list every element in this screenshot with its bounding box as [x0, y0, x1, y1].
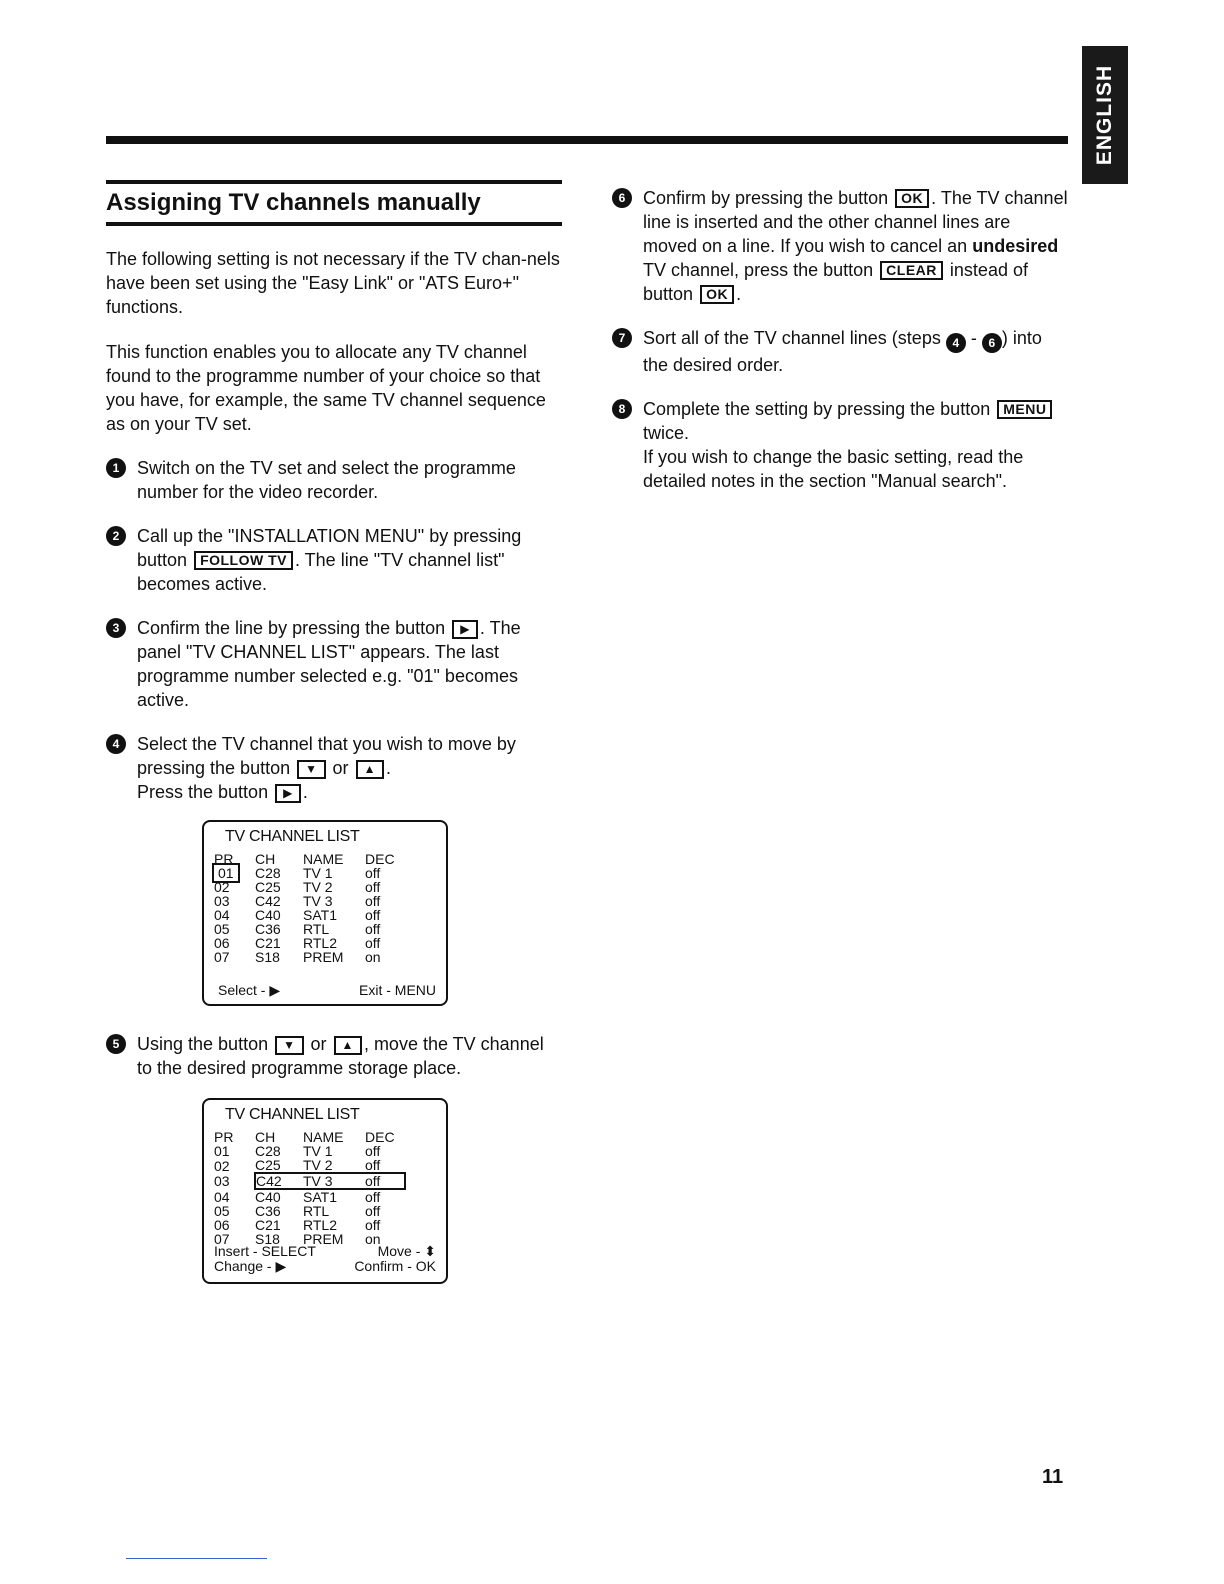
up-arrow-key-icon: ▲ [334, 1036, 362, 1055]
osd1-cell: off [365, 921, 381, 937]
osd1-title: TV CHANNEL LIST [225, 828, 360, 845]
osd2-cell: C25 [255, 1157, 281, 1173]
osd1-row [214, 922, 405, 936]
step-ref-4-icon: 4 [946, 333, 966, 353]
osd2-selected-row [214, 1173, 405, 1189]
step-6-text-post: . [736, 284, 742, 304]
step-number-3-icon: 3 [106, 618, 126, 638]
step-number-2-icon: 2 [106, 526, 126, 546]
step-6 [612, 186, 1068, 306]
step-2-text-post: . The line "TV channel list" becomes active. [137, 550, 505, 594]
step-1-text: Switch on the TV set and select the programme number for the video recorder. [137, 458, 516, 502]
osd2-cell: 01 [214, 1143, 230, 1159]
osd1-header-dec: DEC [365, 851, 395, 867]
step-8-text-post: twice. [643, 423, 690, 443]
clear-key: CLEAR [880, 261, 943, 280]
osd2-cell: S18 [255, 1231, 280, 1247]
osd2-footer-confirm: Confirm - OK [354, 1258, 436, 1274]
right-arrow-key-icon: ▶ [275, 784, 301, 803]
osd1-cell: C21 [255, 935, 281, 951]
osd1-cell: SAT1 [303, 907, 337, 923]
osd2-header-dec: DEC [365, 1129, 395, 1145]
osd2-footer-insert: Insert - SELECT [214, 1243, 316, 1259]
osd1-row [214, 894, 405, 908]
osd1-cell: off [365, 907, 381, 923]
osd1-cell: TV 1 [303, 865, 333, 881]
osd2-cell: off [365, 1157, 381, 1173]
osd2-cell: RTL2 [303, 1217, 337, 1233]
osd2-cell: 05 [214, 1203, 230, 1219]
osd2-cell: C42 [255, 1173, 303, 1189]
osd1-header-ch: CH [255, 851, 276, 867]
osd2-footer-move: Move - ⬍ [377, 1243, 436, 1259]
tv-channel-list-panel-1 [202, 820, 448, 1006]
osd2-cell: SAT1 [303, 1189, 337, 1205]
step-7-dash: - [970, 328, 977, 348]
step-5-text-or: or [310, 1034, 327, 1054]
step-4 [106, 732, 562, 804]
language-tab [1082, 46, 1128, 184]
follow-tv-key: FOLLOW TV [194, 551, 293, 570]
osd1-cell: C28 [255, 865, 281, 881]
down-arrow-key-icon: ▼ [275, 1036, 303, 1055]
osd2-cell: PREM [303, 1231, 344, 1247]
osd1-cell: C40 [255, 907, 281, 923]
osd2-cell: C40 [255, 1189, 281, 1205]
osd2-cell: TV 1 [303, 1143, 333, 1159]
osd2-row [214, 1158, 405, 1173]
osd2-cell: C36 [255, 1203, 281, 1219]
osd1-cell: C42 [255, 893, 281, 909]
step-1 [106, 456, 562, 504]
step-4-text-pre: Select the TV channel that you wish to move by pressing the button [137, 734, 516, 778]
osd1-cell: TV 3 [303, 893, 333, 909]
osd1-cell: RTL [303, 921, 330, 937]
ok-key: OK [700, 285, 734, 304]
step-number-5-icon: 5 [106, 1034, 126, 1054]
osd1-footer-exit: Exit - MENU [359, 982, 436, 998]
osd1-cell: PREM [303, 949, 344, 965]
title-rule-bottom [106, 222, 562, 226]
step-number-4-icon: 4 [106, 734, 126, 754]
osd1-cell: off [365, 865, 381, 881]
osd1-cell: 04 [214, 907, 230, 923]
intro-paragraph-2: This function enables you to allocate any TV channel found to the programme number of your choice so that you have, for example, the same TV channel sequence as on your TV set. [106, 342, 546, 434]
step-ref-6-icon: 6 [982, 333, 1002, 353]
osd1-row [214, 950, 405, 964]
osd2-title: TV CHANNEL LIST [225, 1106, 360, 1123]
osd1-table [214, 852, 405, 964]
osd2-cell: off [365, 1173, 405, 1189]
right-arrow-key-icon: ▶ [452, 620, 478, 639]
step-number-7-icon: 7 [612, 328, 632, 348]
osd1-header-row [214, 852, 405, 866]
osd1-footer-select: Select - ▶ [218, 982, 281, 998]
step-8-text-pre: Complete the setting by pressing the button [643, 399, 991, 419]
language-tab-label: ENGLISH [1093, 64, 1116, 166]
step-5-text-pre: Using the button [137, 1034, 269, 1054]
step-2-text-pre: Call up the "INSTALLATION MENU" by pressing button [137, 526, 522, 570]
osd2-cell: 07 [214, 1231, 230, 1247]
osd2-cell: 02 [214, 1157, 230, 1174]
footer-blue-line [126, 1558, 267, 1559]
step-5-text-post: , move the TV channel to the desired programme storage place. [137, 1034, 544, 1078]
osd1-selected-pr: 01 [214, 865, 238, 881]
osd1-cell: 02 [214, 879, 230, 895]
osd1-cell: on [365, 949, 381, 965]
osd2-row [214, 1204, 405, 1218]
step-3-text-post: . The panel "TV CHANNEL LIST" appears. The last programme number selected e.g. "01" becomes active. [137, 618, 521, 710]
osd1-cell: TV 2 [303, 879, 333, 895]
osd1-header-pr: PR [214, 851, 234, 867]
osd2-row [214, 1144, 405, 1158]
osd2-cell: off [365, 1189, 381, 1205]
tv-channel-list-panel-2 [202, 1098, 448, 1284]
title-rule-top [106, 180, 562, 184]
osd1-row [214, 880, 405, 894]
osd1-row [214, 908, 405, 922]
step-4-text-post: . [385, 758, 391, 778]
osd1-row [214, 866, 405, 880]
step-7-text-pre: Sort all of the TV channel lines (steps [643, 328, 941, 348]
right-column [612, 186, 1068, 493]
osd2-footer [214, 1244, 436, 1274]
step-4-line2-pre: Press the button [137, 782, 269, 802]
osd1-cell: S18 [255, 949, 280, 965]
menu-key: MENU [997, 400, 1052, 419]
step-6-text-mid2: TV channel, press the button [643, 260, 874, 280]
osd1-cell: off [365, 893, 381, 909]
osd2-header-pr: PR [214, 1129, 234, 1145]
ok-key: OK [895, 189, 929, 208]
osd1-cell: 05 [214, 921, 230, 937]
osd2-header-ch: CH [255, 1129, 276, 1145]
osd1-cell: off [365, 935, 381, 951]
step-8 [612, 397, 1068, 493]
osd2-header-name: NAME [303, 1129, 344, 1145]
step-7 [612, 326, 1068, 377]
step-number-8-icon: 8 [612, 399, 632, 419]
osd2-cell: 03 [214, 1173, 230, 1189]
osd2-row [214, 1218, 405, 1232]
top-rule [106, 136, 1068, 144]
step-6-text-pre: Confirm by pressing the button [643, 188, 889, 208]
osd2-header-row [214, 1130, 405, 1144]
osd1-cell: C25 [255, 879, 281, 895]
osd2-cell: C28 [255, 1143, 281, 1159]
osd2-cell: on [365, 1231, 381, 1247]
osd2-cell: C21 [255, 1217, 281, 1233]
step-4-line2-post: . [302, 782, 308, 802]
page-number: 11 [1042, 1466, 1064, 1488]
osd1-cell: RTL2 [303, 935, 337, 951]
osd1-footer [218, 983, 436, 998]
step-6-text-mid3: instead of button [643, 260, 1028, 304]
step-5 [106, 1032, 562, 1080]
step-4-text-or: or [332, 758, 349, 778]
osd1-header-name: NAME [303, 851, 344, 867]
osd1-cell: 06 [214, 935, 230, 951]
osd2-row [214, 1189, 405, 1204]
osd2-cell: off [365, 1217, 381, 1233]
osd2-cell: RTL [303, 1203, 330, 1219]
osd2-cell: TV 2 [303, 1157, 333, 1173]
step-7-text-post: ) into the desired order. [643, 328, 1042, 375]
intro-paragraph-1: The following setting is not necessary if the TV chan-nels have been set using the "Easy Link" or "ATS Euro+" functions. [106, 249, 560, 317]
left-column [106, 180, 562, 1284]
osd1-cell: 07 [214, 949, 230, 965]
osd2-table [214, 1130, 406, 1246]
step-6-text-mid: . The TV channel line is inserted and the other channel lines are moved on a line. If you wish to cancel an [643, 188, 1068, 256]
osd1-cell: off [365, 879, 381, 895]
osd2-cell: TV 3 [303, 1173, 365, 1189]
up-arrow-key-icon: ▲ [356, 760, 384, 779]
osd2-footer-change: Change - ▶ [214, 1258, 287, 1274]
step-6-bold-undesired: undesired [972, 236, 1059, 256]
step-2 [106, 524, 562, 596]
down-arrow-key-icon: ▼ [297, 760, 325, 779]
osd1-cell: 03 [214, 893, 230, 909]
step-8-extra: If you wish to change the basic setting, read the detailed notes in the section "Manual search". [643, 447, 1024, 491]
step-number-1-icon: 1 [106, 458, 126, 478]
osd1-row [214, 936, 405, 950]
osd1-cell: C36 [255, 921, 281, 937]
step-number-6-icon: 6 [612, 188, 632, 208]
osd2-cell: 04 [214, 1188, 230, 1205]
osd2-cell: 06 [214, 1217, 230, 1233]
osd2-cell: off [365, 1143, 381, 1159]
page-title: Assigning TV channels manually [106, 189, 481, 216]
step-3-text-pre: Confirm the line by pressing the button [137, 618, 446, 638]
step-3 [106, 616, 562, 712]
osd2-cell: off [365, 1203, 381, 1219]
